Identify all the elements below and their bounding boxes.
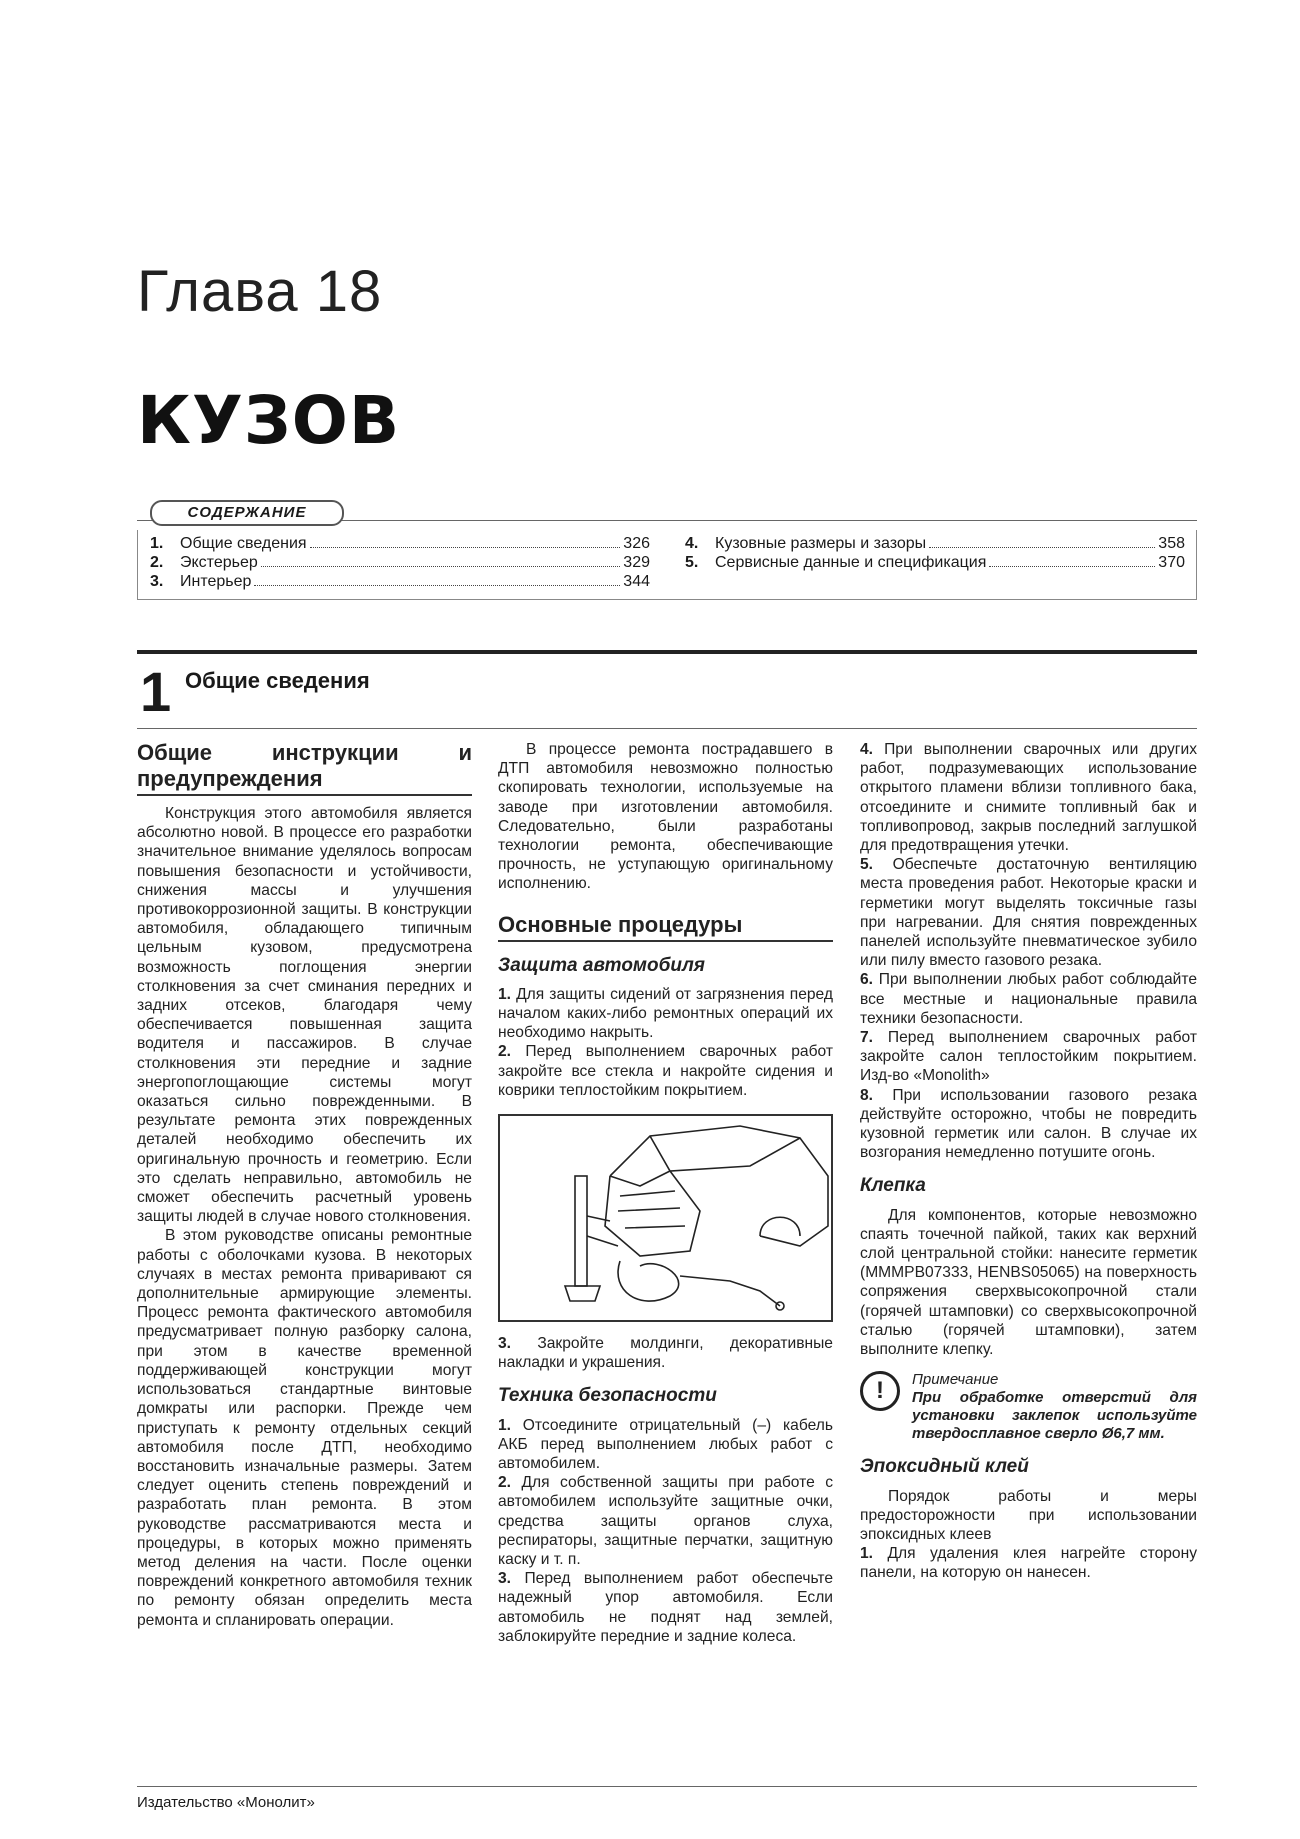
col1-paragraph: Конструкция этого автомобиля является абсолютно новой. В процессе его разработки значительное внимание уделялось вопросам повышения безопасности и устойчивости, снижения массы и улучшения противокоррозионной защиты. В конструкции автомобиля, обладающего типичным цельным кузовом, предусмотрена возможность поглощения энергии столкновения за счет сминания передних и задних отсеков, благодаря чему обеспечивается повышенная защита водителя и пассажиров. В случае столкновения эти передние и задние энергопоглощающие системы могут оказаться сильно поврежденными. В результате ремонта этих поврежденных деталей необходимо обеспечить их оригинальную прочность и геометрию. Если это сделать неправильно, автомобиль не сможет обеспечить расчетный уровень защиты людей в случае нового столкновения. [137, 805, 472, 1226]
list-item: 1. Для удаления клея нагрейте сторону панели, на которую он нанесен. [860, 1545, 1197, 1582]
car-repair-figure [498, 1114, 833, 1322]
col2-paragraph: В процессе ремонта пострадавшего в ДТП автомобиля невозможно полностью скопировать технологии, используемые на заводе при изготовлении автомобиля. Следовательно, были разработаны технологии ремонта, обеспечивающие прочность, не уступающую оригинальному исполнению. [498, 741, 833, 893]
col3-paragraph: Для компонентов, которые невозможно спаять точечной пайкой, таких как верхний слой центральной стойки: нанесите герметик (MMMPB07333, HENBS05065) на поверхность сопряжения сверхвысокопрочной стали (горячей штамповки) со сверхвысокопрочной сталью (горячей штамповки), затем выполните клепку. [860, 1206, 1197, 1359]
list-item: 5. Обеспечьте достаточную вентиляцию места проведения работ. Некоторые краски и герметики могут выделять токсичные газы при нагревании. Для снятия поврежденных панелей используйте пневматическое зубило или пилу вместо газового резака. [860, 856, 1197, 970]
toc-item[interactable]: 3. Интерьер 344 [150, 573, 650, 590]
col1-heading: Общие инструкции и предупреждения [137, 740, 472, 796]
toc-header: СОДЕРЖАНИЕ [150, 500, 344, 526]
toc-item[interactable]: 1. Общие сведения 326 [150, 535, 650, 552]
list-item: 3. Закройте молдинги, декоративные накладки и украшения. [498, 1335, 833, 1372]
col3-subheading: Эпоксидный клей [860, 1456, 1029, 1478]
col3-subheading: Клепка [860, 1175, 926, 1197]
column-1 [137, 740, 472, 1630]
section-subrule [137, 728, 1197, 729]
column-2 [498, 740, 833, 1646]
exclamation-icon: ! [860, 1371, 900, 1411]
list-item: 8. При использовании газового резака действуйте осторожно, чтобы не повредить кузовной герметик или салон. В случае их возгорания немедленно потушите огонь. [860, 1086, 1197, 1162]
note-block [860, 1371, 1197, 1443]
toc-left-column [150, 534, 650, 591]
footer-publisher: Издательство «Монолит» [137, 1794, 315, 1811]
toc-item[interactable]: 4. Кузовные размеры и зазоры 358 [685, 535, 1185, 552]
section-rule [137, 650, 1197, 654]
col3-paragraph: Порядок работы и меры предосторожности при использовании эпоксидных клеев [860, 1487, 1197, 1543]
list-item: 6. При выполнении любых работ соблюдайте все местные и национальные правила техники безопасности. [860, 971, 1197, 1027]
col2-heading: Основные процедуры [498, 912, 833, 942]
list-item: 4. При выполнении сварочных или других работ, подразумевающих использование открытого пламени вблизи топливного бака, отсоедините и снимите топливный бак и топливопровод, закрыв последний заглушкой для предотвращения утечки. [860, 741, 1197, 855]
col1-paragraph: В этом руководстве описаны ремонтные работы с оболочками кузова. В некоторых случаях в местах ремонта приваривают ся дополнительные армирующие элементы. Процесс ремонта фактического автомобиля предусматривает полную разборку салона, при этом в качестве временной поддерживающей конструкции могут использоваться стандартные винтовые домкраты или распорки. Прежде чем приступать к ремонту отдельных секций автомобиля после ДТП, необходимо восстановить изначальные размеры. Затем следует оценить степень повреждений и разработать план ремонта. В этом руководстве рассматриваются места и процедуры, в которых можно применять метод деления на части. После оценки повреждений конкретного автомобиля техник по ремонту обязан определить места ремонта и спланировать операции. [137, 1227, 472, 1629]
note-label: Примечание [912, 1371, 999, 1389]
col2-subheading: Защита автомобиля [498, 954, 705, 976]
toc-right-column [685, 534, 1185, 572]
col2-subheading: Техника безопасности [498, 1385, 717, 1407]
footer-rule [137, 1786, 1197, 1787]
toc-item[interactable]: 2. Экстерьер 329 [150, 554, 650, 571]
list-item: 1. Для защиты сидений от загрязнения перед началом каких-либо ремонтных операций их необходимо накрыть. [498, 985, 833, 1042]
list-item: 2. Перед выполнением сварочных работ закройте все стекла и накройте сидения и коврики теплостойким покрытием. [498, 1043, 833, 1099]
column-3 [860, 740, 1197, 1583]
car-frame-illustration-icon [500, 1116, 831, 1320]
list-item: 2. Для собственной защиты при работе с автомобилем используйте защитные очки, средства защиты органов слуха, респираторы, защитные перчатки, защитную каску и т. п. [498, 1474, 833, 1569]
toc-item[interactable]: 5. Сервисные данные и спецификация 370 [685, 554, 1185, 571]
list-item: 1. Отсоедините отрицательный (–) кабель АКБ перед выполнением любых работ с автомобилем. [498, 1416, 833, 1473]
list-item: 3. Перед выполнением работ обеспечьте надежный упор автомобиля. Если автомобиль не поднят над землей, заблокируйте передние и задние колеса. [498, 1570, 833, 1645]
section-number: 1 [140, 660, 172, 723]
section-title: Общие сведения [185, 668, 370, 693]
note-text: При обработке отверстий для установки заклепок используйте твердосплавное сверло Ø6,7 мм. [912, 1389, 1197, 1443]
list-item: 7. Перед выполнением сварочных работ закройте салон теплостойким покрытием. Изд-во «Monolith» [860, 1029, 1197, 1085]
chapter-label: Глава 18 [137, 259, 383, 324]
chapter-title: КУЗОВ [137, 382, 401, 459]
